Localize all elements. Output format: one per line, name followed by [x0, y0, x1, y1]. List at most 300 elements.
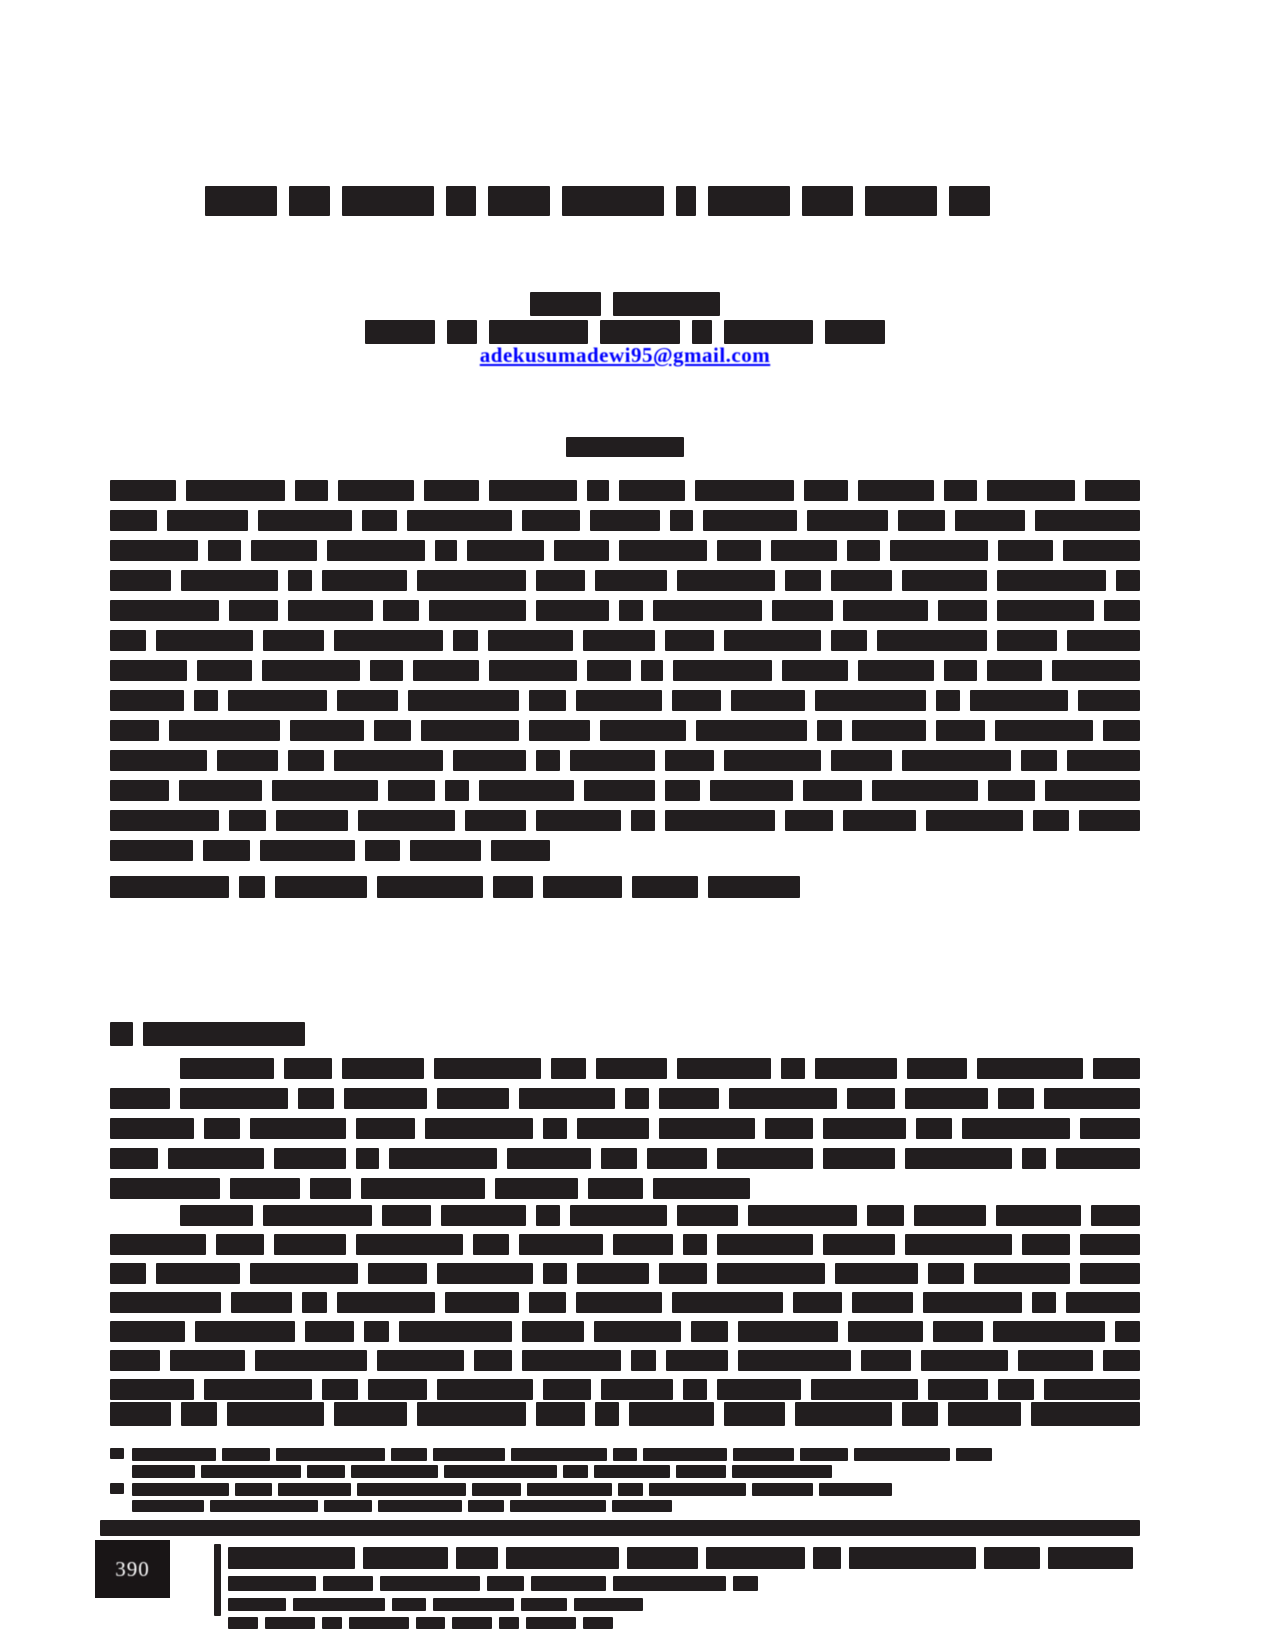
redacted-word	[251, 540, 317, 561]
redacted-word	[357, 1483, 467, 1496]
redacted-word	[510, 1500, 606, 1512]
redacted-word	[683, 1379, 707, 1400]
redacted-word	[1103, 1350, 1140, 1371]
abstract-line-6	[110, 630, 1140, 651]
redacted-word	[447, 320, 477, 344]
redacted-word	[361, 1178, 485, 1199]
redacted-word	[1022, 1234, 1070, 1255]
redacted-word	[364, 1321, 389, 1342]
redacted-word	[613, 1576, 726, 1591]
redacted-word	[659, 1118, 755, 1139]
redacted-word	[521, 1598, 567, 1611]
redacted-word	[250, 1263, 358, 1284]
redacted-word	[368, 1263, 428, 1284]
redacted-word	[577, 1263, 649, 1284]
redacted-word	[588, 1178, 643, 1199]
redacted-word	[179, 780, 262, 801]
redacted-word	[600, 320, 680, 344]
redacted-word	[110, 630, 146, 651]
redacted-word	[594, 1465, 669, 1478]
redacted-word	[322, 1617, 342, 1629]
redacted-word	[993, 1321, 1105, 1342]
redacted-word	[543, 876, 622, 898]
redacted-word	[997, 630, 1058, 651]
redacted-word	[731, 690, 805, 711]
redacted-word	[1018, 1350, 1093, 1371]
redacted-word	[489, 320, 589, 344]
redacted-word	[785, 570, 821, 591]
redacted-word	[344, 1088, 428, 1109]
redacted-word	[849, 1547, 976, 1569]
redacted-word	[408, 690, 519, 711]
redacted-word	[706, 1547, 805, 1569]
redacted-word	[590, 510, 660, 531]
redacted-word	[601, 1379, 673, 1400]
redacted-word	[110, 1022, 133, 1046]
redacted-word	[488, 630, 573, 651]
redacted-word	[1093, 1058, 1140, 1079]
redacted-word	[613, 292, 720, 316]
redacted-word	[577, 1118, 649, 1139]
redacted-word	[349, 1617, 409, 1629]
redacted-word	[210, 1500, 318, 1512]
redacted-word	[110, 1483, 124, 1494]
redacted-word	[132, 1500, 204, 1512]
abstract-line-2	[110, 510, 1140, 531]
redacted-word	[1056, 1148, 1140, 1169]
redacted-word	[898, 510, 945, 531]
redacted-word	[1103, 720, 1140, 741]
redacted-word	[817, 720, 842, 741]
redacted-word	[228, 1598, 286, 1611]
redacted-word	[782, 660, 848, 681]
redacted-word	[156, 1263, 240, 1284]
redacted-word	[691, 1321, 728, 1342]
redacted-word	[562, 186, 664, 216]
redacted-word	[641, 660, 663, 681]
redacted-word	[258, 510, 351, 531]
redacted-word	[732, 1465, 832, 1478]
redacted-word	[815, 690, 926, 711]
redacted-word	[659, 1263, 707, 1284]
redacted-word	[724, 320, 814, 344]
redacted-word	[601, 1148, 637, 1169]
redacted-word	[214, 1544, 221, 1616]
redacted-word	[365, 320, 435, 344]
redacted-word	[647, 1148, 707, 1169]
redacted-word	[563, 1465, 588, 1478]
redacted-word	[441, 1205, 526, 1226]
redacted-word	[217, 750, 278, 771]
redacted-word	[110, 540, 198, 561]
intro-para2-line-4	[110, 1292, 1140, 1313]
redacted-word	[473, 1234, 509, 1255]
redacted-word	[587, 660, 631, 681]
redacted-word	[255, 1350, 367, 1371]
redacted-word	[289, 186, 330, 216]
redacted-word	[765, 1118, 813, 1139]
intro-para2-line-5	[110, 1321, 1140, 1342]
redacted-word	[110, 1234, 206, 1255]
redacted-word	[543, 1379, 591, 1400]
redacted-word	[612, 1500, 672, 1512]
redacted-word	[955, 510, 1025, 531]
redacted-word	[437, 1263, 533, 1284]
redacted-word	[672, 1292, 783, 1313]
redacted-word	[1044, 1088, 1140, 1109]
redacted-word	[529, 720, 590, 741]
redacted-word	[583, 630, 656, 651]
redacted-word	[872, 780, 978, 801]
redacted-word	[677, 1205, 738, 1226]
redacted-word	[327, 540, 426, 561]
redacted-word	[110, 1178, 220, 1199]
redacted-word	[861, 1350, 911, 1371]
redacted-word	[1080, 1263, 1140, 1284]
redacted-word	[781, 1058, 805, 1079]
redacted-word	[530, 292, 601, 316]
redacted-word	[288, 750, 324, 771]
redacted-word	[670, 510, 693, 531]
redacted-word	[392, 1598, 427, 1611]
redacted-word	[363, 1547, 448, 1569]
abstract-line-9	[110, 720, 1140, 741]
redacted-word	[948, 1402, 1021, 1426]
redacted-word	[110, 1350, 160, 1371]
redacted-word	[229, 600, 278, 621]
redacted-word	[1045, 780, 1140, 801]
redacted-word	[823, 1118, 907, 1139]
redacted-word	[802, 186, 853, 216]
redacted-word	[260, 840, 355, 861]
redacted-word	[229, 810, 265, 831]
redacted-word	[493, 876, 533, 898]
redacted-word	[110, 660, 187, 681]
redacted-word	[914, 1205, 987, 1226]
redacted-word	[342, 186, 434, 216]
redacted-word	[370, 660, 403, 681]
intro-para2-line-2	[110, 1234, 1140, 1255]
redacted-word	[507, 1148, 591, 1169]
redacted-word	[110, 690, 184, 711]
page-number: 390	[115, 1556, 150, 1581]
redacted-word	[169, 720, 280, 741]
redacted-word	[180, 1058, 274, 1079]
redacted-word	[382, 1205, 431, 1226]
redacted-word	[733, 1448, 793, 1461]
footer-separator-rule	[100, 1520, 1140, 1536]
abstract-line-4	[110, 570, 1140, 591]
redacted-word	[795, 1402, 892, 1426]
redacted-word	[337, 1292, 435, 1313]
redacted-word	[717, 540, 761, 561]
redacted-word	[785, 810, 834, 831]
redacted-word	[673, 660, 772, 681]
redacted-word	[587, 480, 609, 501]
redacted-word	[858, 660, 935, 681]
redacted-word	[543, 1263, 567, 1284]
redacted-word	[522, 1321, 584, 1342]
redacted-word	[867, 1205, 903, 1226]
redacted-word	[110, 1148, 158, 1169]
redacted-word	[665, 750, 714, 771]
redacted-word	[653, 600, 762, 621]
redacted-word	[907, 1058, 966, 1079]
redacted-word	[531, 1576, 606, 1591]
redacted-word	[1044, 1379, 1140, 1400]
redacted-word	[143, 1022, 305, 1046]
redacted-word	[595, 570, 668, 591]
redacted-word	[594, 1321, 681, 1342]
redacted-word	[696, 720, 807, 741]
redacted-word	[293, 1598, 385, 1611]
redacted-word	[692, 320, 712, 344]
redacted-word	[435, 540, 457, 561]
redacted-word	[216, 1234, 264, 1255]
redacted-word	[902, 1402, 938, 1426]
redacted-word	[424, 480, 479, 501]
redacted-word	[695, 480, 794, 501]
redacted-word	[936, 690, 961, 711]
redacted-word	[181, 1402, 217, 1426]
footnote-2-marker	[110, 1483, 124, 1494]
redacted-word	[631, 1350, 656, 1371]
redacted-word	[110, 1379, 194, 1400]
redacted-word	[987, 480, 1075, 501]
redacted-word	[536, 600, 609, 621]
redacted-word	[322, 1379, 358, 1400]
redacted-word	[738, 1321, 838, 1342]
intro-para2-line-7	[110, 1379, 1140, 1400]
redacted-word	[334, 750, 443, 771]
redacted-word	[274, 1148, 346, 1169]
redacted-word	[425, 1118, 533, 1139]
redacted-word	[356, 1148, 380, 1169]
redacted-word	[265, 1617, 315, 1629]
redacted-word	[619, 540, 707, 561]
redacted-word	[618, 1483, 642, 1496]
redacted-word	[710, 780, 793, 801]
redacted-word	[110, 1321, 185, 1342]
redacted-word	[772, 600, 833, 621]
redacted-word	[1067, 630, 1140, 651]
redacted-word	[949, 186, 990, 216]
footnote-1-line-2	[132, 1465, 832, 1478]
redacted-word	[194, 690, 219, 711]
redacted-word	[170, 1350, 245, 1371]
redacted-word	[356, 1118, 416, 1139]
redacted-word	[823, 1234, 895, 1255]
redacted-word	[110, 876, 229, 898]
redacted-word	[665, 810, 774, 831]
redacted-word	[302, 1292, 327, 1313]
redacted-word	[632, 876, 698, 898]
redacted-word	[890, 540, 989, 561]
redacted-word	[536, 750, 560, 771]
redacted-word	[666, 1350, 728, 1371]
redacted-word	[921, 1350, 1008, 1371]
redacted-word	[222, 1448, 270, 1461]
redacted-word	[522, 1350, 622, 1371]
redacted-word	[852, 1292, 913, 1313]
redacted-word	[456, 1547, 498, 1569]
redacted-word	[1066, 1292, 1140, 1313]
redacted-word	[278, 1483, 351, 1496]
redacted-word	[527, 1483, 612, 1496]
redacted-word	[551, 1058, 586, 1079]
redacted-word	[413, 660, 479, 681]
redacted-word	[288, 600, 373, 621]
redacted-word	[358, 810, 455, 831]
redacted-word	[970, 690, 1068, 711]
redacted-word	[933, 1321, 983, 1342]
redacted-word	[584, 780, 655, 801]
footer-journal-line-1	[228, 1547, 1133, 1569]
redacted-word	[998, 540, 1053, 561]
redacted-word	[132, 1483, 229, 1496]
redacted-word	[465, 810, 526, 831]
redacted-word	[752, 1483, 813, 1496]
redacted-word	[383, 600, 419, 621]
redacted-word	[110, 780, 169, 801]
abstract-line-12	[110, 810, 1140, 831]
redacted-word	[201, 1465, 301, 1478]
redacted-word	[429, 600, 526, 621]
redacted-word	[619, 480, 685, 501]
redacted-word	[338, 480, 415, 501]
footnote-2-line-2	[132, 1500, 672, 1512]
redacted-word	[180, 1205, 253, 1226]
redacted-word	[576, 690, 662, 711]
redacted-word	[288, 570, 312, 591]
redacted-word	[843, 810, 916, 831]
redacted-word	[708, 186, 790, 216]
redacted-word	[576, 1292, 662, 1313]
redacted-word	[437, 1088, 509, 1109]
footer-bracket-rule	[214, 1544, 221, 1616]
redacted-word	[275, 876, 367, 898]
redacted-word	[132, 1448, 216, 1461]
redacted-word	[110, 570, 171, 591]
redacted-word	[362, 510, 397, 531]
redacted-word	[324, 1500, 372, 1512]
redacted-word	[676, 1465, 726, 1478]
redacted-word	[902, 570, 987, 591]
footnote-2-line-1	[132, 1483, 892, 1496]
redacted-word	[474, 1350, 511, 1371]
redacted-word	[1091, 1205, 1140, 1226]
redacted-word	[487, 1576, 525, 1591]
redacted-word	[228, 1617, 258, 1629]
redacted-word	[374, 720, 411, 741]
redacted-word	[974, 1263, 1070, 1284]
author-email-link[interactable]: adekusumadewi95@gmail.com	[479, 343, 771, 367]
redacted-word	[407, 510, 512, 531]
footer-journal-line-2	[228, 1576, 758, 1591]
redacted-word	[228, 1576, 316, 1591]
redacted-word	[186, 480, 285, 501]
redacted-word	[378, 1500, 462, 1512]
redacted-word	[905, 1234, 1013, 1255]
redacted-word	[1022, 1148, 1046, 1169]
redacted-word	[653, 1178, 750, 1199]
redacted-word	[100, 1520, 1140, 1536]
redacted-word	[676, 186, 696, 216]
redacted-word	[831, 750, 892, 771]
redacted-word	[998, 1088, 1034, 1109]
redacted-word	[1063, 540, 1140, 561]
redacted-word	[811, 1379, 919, 1400]
redacted-word	[445, 780, 469, 801]
redacted-word	[110, 810, 219, 831]
redacted-word	[511, 1448, 607, 1461]
intro-para1-line-1	[180, 1058, 1140, 1079]
redacted-word	[284, 1058, 331, 1079]
abstract-line-13	[110, 840, 550, 861]
redacted-word	[554, 540, 609, 561]
redacted-word	[380, 1576, 480, 1591]
redacted-word	[996, 1205, 1081, 1226]
redacted-word	[110, 720, 159, 741]
redacted-word	[595, 1402, 619, 1426]
redacted-word	[228, 1547, 355, 1569]
intro-para1-line-5	[110, 1178, 750, 1199]
redacted-word	[923, 1292, 1021, 1313]
redacted-word	[262, 660, 361, 681]
redacted-word	[180, 1088, 288, 1109]
redacted-word	[437, 1379, 533, 1400]
redacted-word	[444, 1465, 557, 1478]
redacted-word	[813, 1547, 841, 1569]
redacted-word	[987, 660, 1042, 681]
redacted-word	[239, 876, 265, 898]
redacted-word	[877, 630, 986, 651]
redacted-word	[625, 1088, 649, 1109]
redacted-word	[389, 1148, 497, 1169]
redacted-word	[665, 630, 714, 651]
redacted-word	[499, 1617, 519, 1629]
redacted-word	[536, 570, 585, 591]
redacted-word	[467, 540, 544, 561]
redacted-word	[536, 1205, 560, 1226]
redacted-word	[181, 570, 278, 591]
redacted-word	[132, 1465, 195, 1478]
redacted-word	[1067, 750, 1140, 771]
redacted-word	[110, 1402, 171, 1426]
redacted-word	[526, 1617, 576, 1629]
redacted-word	[446, 186, 477, 216]
redacted-word	[1085, 480, 1140, 501]
redacted-word	[1080, 1234, 1140, 1255]
redacted-word	[905, 1088, 989, 1109]
redacted-word	[491, 840, 550, 861]
redacted-word	[683, 1234, 707, 1255]
redacted-word	[417, 1402, 526, 1426]
redacted-word	[659, 1088, 719, 1109]
redacted-word	[1078, 690, 1139, 711]
redacted-word	[272, 780, 378, 801]
redacted-word	[110, 1292, 221, 1313]
redacted-word	[703, 510, 796, 531]
redacted-word	[488, 186, 549, 216]
redacted-word	[365, 840, 400, 861]
redacted-word	[368, 1379, 428, 1400]
redacted-word	[1031, 1402, 1140, 1426]
redacted-word	[351, 1465, 439, 1478]
redacted-word	[110, 750, 207, 771]
redacted-word	[1080, 1118, 1140, 1139]
title-line	[205, 186, 990, 216]
